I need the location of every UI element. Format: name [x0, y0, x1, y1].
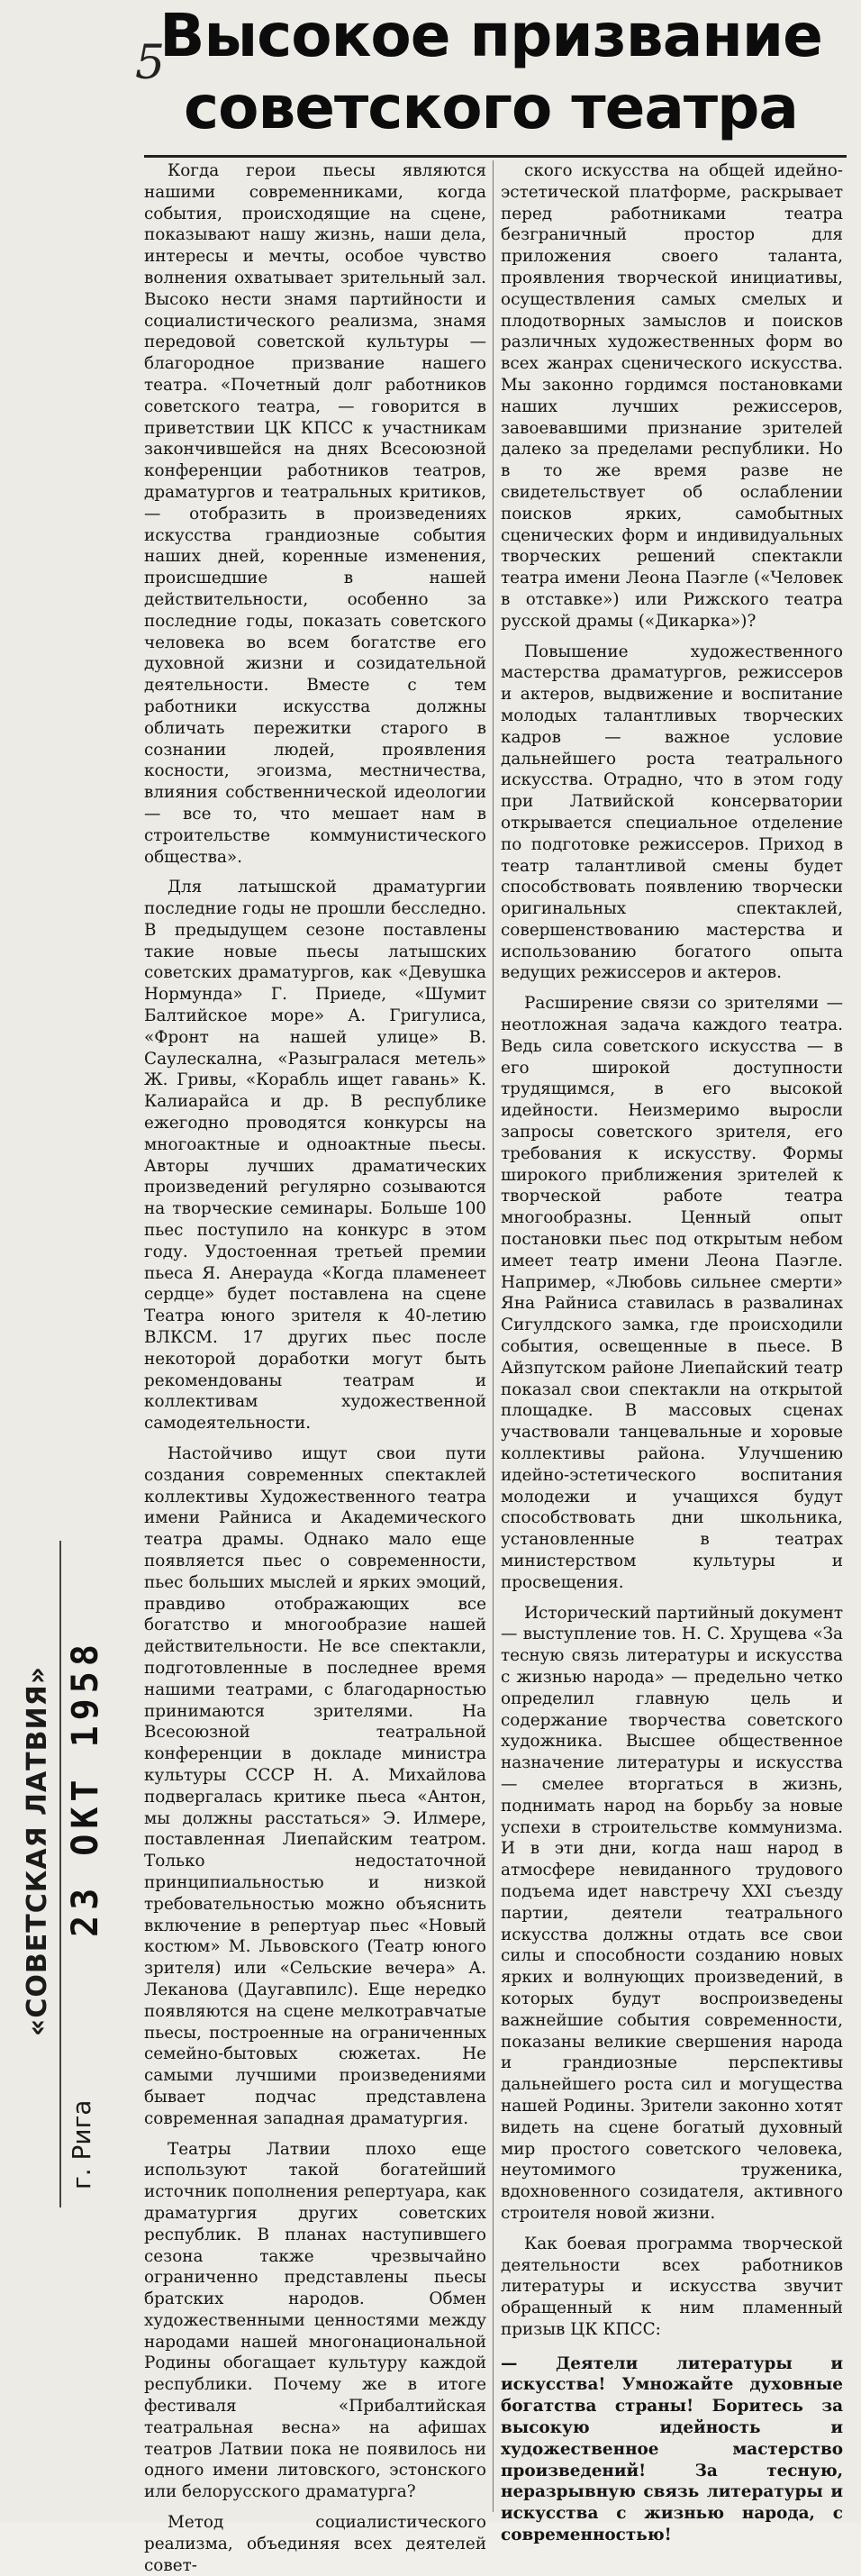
headline-line-1: Высокое призвание	[159, 1, 822, 70]
headline-rule	[144, 155, 847, 158]
archive-stamp	[16, 1523, 115, 2244]
stamp-rule	[59, 1541, 61, 2207]
paragraph: Театры Латвии плохо еще используют такой богатейший источник пополнения репертуара, как драматургия других советских республик. В планах наступившего сезона также чрезвычайно ограниченно представлены пьесы братских народов. Обмен художественными ценностями между народами нашей многонациональной Родины обогащает культуру каждой республики. Почему же в итоге фестиваля «Прибалтийская театральная весна» на афишах театров Латвии пока не появилось ни одного имени литовского, эстонского или белорусского драматурга?	[144, 2139, 486, 2502]
paragraph: Для латышской драматургии последние годы не прошли бесследно. В предыдущем сезоне поставлены такие новые пьесы латышских советских драматургов, как «Девушка Нормунда» Г. Приеде, «Шумит Балтийское море» А. Григулиса, «Фронт на нашей улице» В. Саулескална, «Разыгралася метель» Ж. Гривы, «Корабль ищет гавань» К. Калиарайса и др. В республике ежегодно проводятся конкурсы на многоактные и одноактные пьесы. Авторы лучших драматических произведений регулярно созываются на творческие семинары. Больше 100 пьес поступило на конкурс в этом году. Удостоенная третьей премии пьеса Я. Анерауда «Когда пламенеет сердце» будет поставлена на сцене Театра юного зрителя к 40-летию ВЛКСМ. 17 других пьес после некоторой доработки могут быть рекомендованы театрам и коллективам художественной самодеятельности.	[144, 878, 486, 1434]
paragraph: Расширение связи со зрителями — неотложная задача каждого театра. Ведь сила советского искусства — в его широкой доступности трудящимся, в его высокой идейности. Неизмеримо выросли запросы советского зрителя, его требования к искусству. Формы широкого приближения зрителей к творческой работе театра многообразны. Ценный опыт постановки пьес под открытым небом имеет театр имени Леона Паэгле. Например, «Любовь сильнее смерти» Яна Райниса ставилась в развалинах Сигулдского замка, где происходили события, освещенные в пьесе. В Айзпутском районе Лиепайский театр показал свои спектакли на открытой площадке. В массовых сценах участвовали танцевальные и хоровые коллективы района. Улучшению идейно-эстетического воспитания молодежи и учащихся будут способствовать дни школьника, установленные в театрах министерством культуры и просвещения.	[501, 994, 843, 1592]
article-column-left	[144, 160, 486, 2576]
headline-line-2: советского театра	[184, 73, 798, 142]
paragraph: Когда герои пьесы являются нашими современниками, когда события, происходящие на сцене, показывают нашу жизнь, наши дела, интересы и мечты, особое чувство волнения охватывает зрительный зал. Высоко нести знамя партийности и социалистического реализма, знамя передовой советской культуры — благородное призвание нашего театра. «Почетный долг работников советского театра, — говорится в приветствии ЦК КПСС к участникам закончившейся на днях Всесоюзной конференции работников театров, драматургов и театральных критиков, — отобразить в произведениях искусства грандиозные события наших дней, коренные изменения, происшедшие в нашей действительности, особенно за последние годы, показать советского человека во всем богатстве его духовной жизни и созидательной деятельности. Вместе с тем работники искусства должны обличать пережитки старого в сознании людей, проявления косности, эгоизма, местничества, влияния собственнической идеологии — все то, что мешает нам в строительстве коммунистического общества».	[144, 161, 486, 867]
article-headline	[140, 0, 842, 144]
paragraph: Настойчиво ищут свои пути создания современных спектаклей коллективы Художественного театра имени Райниса и Академического театра драмы. Однако мало еще появляется пьес о современности, пьес больших мыслей и ярких эмоций, правдиво отображающих все богатство и многообразие нашей действительности. Не все спектакли, подготовленные в последнее время нашими театрами, с благодарностью принимаются зрителями. На Всесоюзной театральной конференции в докладе министра культуры СССР Н. А. Михайлова подвергалась критике пьеса «Антон, мы должны расстаться» Э. Илмере, поставленная Лиепайским театром. Только недостаточной принципиальностью и низкой требовательностью можно объяснить включение в репертуар пьес «Новый костюм» М. Львовского (Театр юного зрителя) или «Сельские вечера» А. Леканова (Даугавпилс). Еще нередко появляются на сцене мелкотравчатые пьесы, построенные на ограниченных семейно-бытовых сюжетах. Не самыми лучшими произведениями бывает подчас представлена современная западная драматургия.	[144, 1444, 486, 2128]
stamp-city: г. Рига	[67, 2099, 96, 2189]
paragraph: Как боевая программа творческой деятельности всех работников литературы и искусства звучит обращенный к ним пламенный призыв ЦК КПСС:	[501, 2234, 843, 2339]
column-divider	[493, 160, 494, 2512]
handwritten-page-mark: 5	[135, 36, 166, 90]
paragraph: Исторический партийный документ — выступление тов. Н. С. Хрущева «За тесную связь литературы и искусства с жизнью народа» — предельно четко определил главную цель и содержание творчества советского художника. Высшее общественное назначение литературы и искусства — смелее вторгаться в жизнь, поднимать народ на борьбу за новые успехи в строительстве коммунизма. И в эти дни, когда наш народ в атмосфере невиданного трудового подъема идет навстречу XXI съезду партии, деятели театрального искусства должны отдать все свои силы и способности созданию новых ярких и волнующих произведений, в которых будут воспроизведены важнейшие события современности, показаны великие свершения народа и грандиозные перспективы дальнейшего роста сил и могущества нашей Родины. Зрители законно хотят видеть на сцене богатый духовный мир простого советского человека, неутомимого труженика, вдохновенного созидателя, активного строителя новой жизни.	[501, 1603, 843, 2223]
stamp-date: 23 ОКТ 1958	[65, 1639, 106, 1937]
paragraph: ского искусства на общей идейно-эстетической платформе, раскрывает перед работниками театра безграничный простор для приложения своего таланта, проявления творческой инициативы, осуществления самых смелых и плодотворных замыслов и поисков различных художественных форм во всех жанрах сценического искусства. Мы законно гордимся постановками наших лучших режиссеров, завоевавшими признание зрителей далеко за пределами республики. Но в то же время разве не свидетельствует об ослаблении поисков ярких, самобытных сценических форм и индивидуальных творческих решений спектакли театра имени Леона Паэгле («Человек в отставке») или Рижского театра русской драмы («Дикарка»)?	[501, 161, 843, 631]
paragraph: Метод социалистического реализма, объединяя всех деятелей совет-	[144, 2513, 486, 2575]
party-appeal: — Деятели литературы и искусства! Умножайте духовные богатства страны! Боритесь за высокую идейность и художественное мастерство произведений! За тесную, неразрывную связь литературы и искусства с жизнью народа, с современностью!	[501, 2353, 843, 2545]
paragraph: Повышение художественного мастерства драматургов, режиссеров и актеров, выдвижение и воспитание молодых талантливых творческих кадров — важное условие дальнейшего роста театрального искусства. Отрадно, что в этом году при Латвийской консерватории открывается специальное отделение по подготовке режиссеров. Приход в театр талантливой смены будет способствовать появлению творчески оригинальных спектаклей, совершенствованию мастерства и использованию богатого опыта ведущих режиссеров и актеров.	[501, 642, 843, 983]
stamp-newspaper-name: «СОВЕТСКАЯ ЛАТВИЯ»	[22, 1665, 53, 2036]
article-column-right	[501, 160, 843, 2546]
